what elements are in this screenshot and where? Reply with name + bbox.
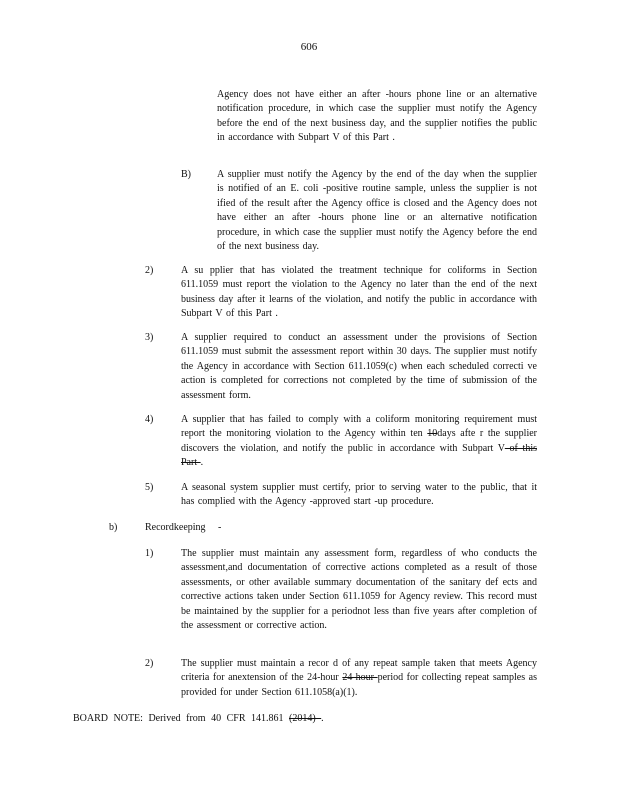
board-note-end: .: [321, 713, 324, 724]
struck-text: (2014): [289, 713, 322, 724]
text-segment: The supplier must maintain a recor d of any repeat sample taken that meets Agency criteria for anextension of the 24-hour: [181, 658, 537, 684]
paragraph-recordkeeping-1: The supplier must maintain any assessment form, regardless of who conducts the assessment,and documentation of corrective actions completed as a result of those assessments, or other available summary documentation of the sanitary def ects and corrective actions taken under Section 611.1059 for Agency review. This record must be maintained by the supplier for a periodnot less than five years after completion of the assessment or corrective action.: [181, 548, 537, 632]
paragraph-4: [181, 413, 537, 471]
paragraph-b: A supplier must notify the Agency by the end of the day when the supplier is notified of an E. coli -positive routine sample, unless the supplier is not ified of the result after the Agency office is closed and the Agency does not have either an after -hours phone line or an alternative notification procedure, in which case the supplier must notify the Agency before the end of the next business day.: [217, 169, 537, 253]
struck-text: 10: [427, 428, 438, 440]
paragraph-2: A su pplier that has violated the treatment technique for coliforms in Section 611.1059 must report the violation to the Agency no later than the end of the next business day after it learns of the violation, and notify the public in accordance with Subpart V of this Part .: [181, 265, 537, 320]
paragraph-3: A supplier required to conduct an assessment under the provisions of Section 611.1059 must submit the assessment report within 30 days. The supplier must notify the Agency in accordance with Section 611.1059(c) when each scheduled correcti ve action is completed for corrections not completed by the time of submission of the assessment form.: [181, 332, 537, 401]
paragraph-5: A seasonal system supplier must certify, prior to serving water to the public, that it has complied with the Agency -approved start -up procedure.: [181, 482, 537, 508]
item-label: 1): [145, 548, 154, 559]
item-label: 2): [145, 658, 154, 669]
text-segment: days afte r the supplier discovers the violation, and notify the public in accordance with Subpart V: [181, 428, 537, 454]
paragraph-recordkeeping-2: [181, 657, 537, 700]
board-note: [73, 712, 324, 726]
board-note-text: BOARD NOTE: Derived from 40 CFR 141.861: [73, 713, 289, 724]
item-label: 4): [145, 414, 154, 425]
section-heading: [145, 521, 221, 535]
item-label: B): [181, 169, 191, 180]
struck-text: 24-hour: [342, 672, 378, 684]
text-segment: period for collecting repeat samples as provided for under Section 611.1058(a)(1).: [181, 672, 537, 698]
item-label: b): [109, 522, 118, 533]
text-segment: .: [200, 457, 204, 469]
heading-text: Recordkeeping: [145, 522, 206, 533]
text-segment: A supplier that has failed to comply with a coliform monitoring requirement must report the monitoring violation to the Agency within ten: [181, 414, 537, 440]
item-label: 5): [145, 482, 154, 493]
page-number: 606: [300, 41, 318, 53]
struck-text: of this Part: [181, 442, 537, 469]
item-label: 2): [145, 265, 154, 276]
heading-suffix: -: [218, 522, 222, 533]
item-label: 3): [145, 332, 154, 343]
continuation-paragraph: Agency does not have either an after -hours phone line or an alternative notification procedure, in which case the supplier must notify the Agency before the end of the next business day, and the supplier notifies the public in accordance with Subpart V of this Part .: [217, 89, 537, 144]
